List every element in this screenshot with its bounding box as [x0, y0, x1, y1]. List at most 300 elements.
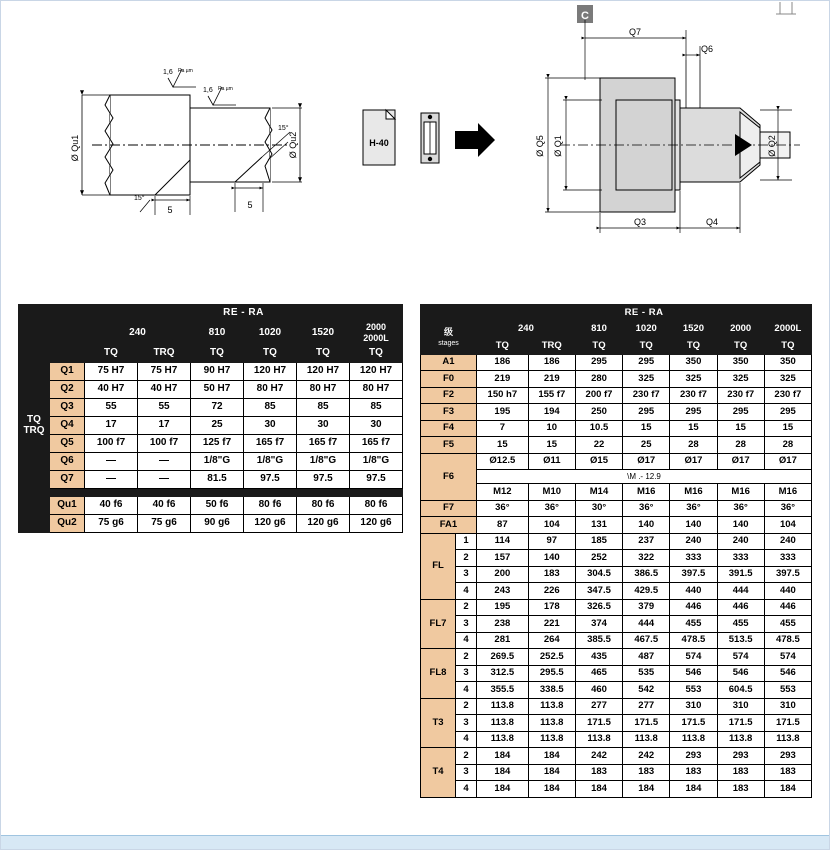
cell-qu1-240trq: 40 f6: [138, 497, 191, 515]
stage-t3-2: 2: [456, 698, 477, 715]
cell-f4-1: 10: [528, 420, 575, 437]
left-table-group-header-row: [19, 323, 403, 345]
label-chamfer-1: 5: [167, 205, 173, 215]
cell-qu2-240trq: 75 g6: [138, 515, 191, 533]
cell-fl4-3: 429.5: [623, 583, 670, 600]
row-label-f4: F4: [421, 420, 477, 437]
cell-fl8a-1: 252.5: [528, 649, 575, 666]
cell-q4-810: 25: [191, 417, 244, 435]
table-row: [421, 566, 812, 583]
footer-band: [1, 835, 829, 849]
cell-f5-0: 15: [477, 437, 529, 454]
table-row: [421, 354, 812, 371]
table-row: [421, 764, 812, 781]
cell-f5-6: 28: [764, 437, 811, 454]
label-q7: Q7: [628, 27, 642, 37]
table-row: [421, 748, 812, 765]
cell-fl7b-4: 455: [670, 616, 717, 633]
cell-f6-bot-4: M16: [670, 484, 717, 501]
sub-2000L-tq: TQ: [764, 338, 811, 355]
cell-fl3-4: 397.5: [670, 566, 717, 583]
cell-fl4-4: 440: [670, 583, 717, 600]
cell-a1-3: 295: [623, 354, 670, 371]
row-label-fl7: FL7: [421, 599, 456, 649]
cell-f4-5: 15: [717, 420, 764, 437]
table-row: [19, 497, 403, 515]
table-row: [421, 665, 812, 682]
cell-q2-240trq: 40 H7: [138, 381, 191, 399]
cell-t4a-6: 293: [764, 748, 811, 765]
cell-q7-2000: 97.5: [350, 471, 403, 489]
cell-fl7b-5: 455: [717, 616, 764, 633]
table-row: [19, 471, 403, 489]
cell-fl1-5: 240: [717, 533, 764, 550]
cell-qu1-810: 50 f6: [191, 497, 244, 515]
cell-q7-1020: 97.5: [244, 471, 297, 489]
cell-fl7c-2: 385.5: [575, 632, 622, 649]
cell-f0-4: 325: [670, 371, 717, 388]
cell-fl8a-0: 269.5: [477, 649, 529, 666]
cell-fl8b-5: 546: [717, 665, 764, 682]
cell-fl8a-5: 574: [717, 649, 764, 666]
row-label-q1: Q1: [50, 363, 85, 381]
cell-fl7a-0: 195: [477, 599, 529, 616]
cell-fl7a-5: 446: [717, 599, 764, 616]
group-1520: 1520: [297, 323, 350, 345]
cell-t3a-0: 113.8: [477, 698, 529, 715]
cell-f6-bot-2: M14: [575, 484, 622, 501]
cell-t3b-3: 171.5: [623, 715, 670, 732]
cell-f3-5: 295: [717, 404, 764, 421]
cell-q6-240trq: —: [138, 453, 191, 471]
cell-t4a-5: 293: [717, 748, 764, 765]
row-label-q2: Q2: [50, 381, 85, 399]
cell-f7-3: 36°: [623, 500, 670, 517]
sub-240-tq: TQ: [477, 338, 529, 355]
row-label-t3: T3: [421, 698, 456, 748]
cell-qu1-1520: 80 f6: [297, 497, 350, 515]
cell-t3c-3: 113.8: [623, 731, 670, 748]
cell-t4a-2: 242: [575, 748, 622, 765]
label-q5: Ø Q5: [535, 135, 545, 157]
stage-fl8-2: 2: [456, 649, 477, 666]
cell-fl8b-4: 546: [670, 665, 717, 682]
cell-q4-1520: 30: [297, 417, 350, 435]
cell-f4-0: 7: [477, 420, 529, 437]
row-label-fl8: FL8: [421, 649, 456, 699]
table-row: [421, 437, 812, 454]
sub-2000-tq: TQ: [350, 345, 403, 363]
label-h40: H-40: [369, 138, 389, 148]
cell-qu2-240tq: 75 g6: [85, 515, 138, 533]
cell-fl1-4: 240: [670, 533, 717, 550]
table-row: [421, 583, 812, 600]
cell-t4c-4: 184: [670, 781, 717, 798]
stages-label-en: stages: [438, 339, 459, 347]
cell-t4c-2: 184: [575, 781, 622, 798]
cell-t3c-5: 113.8: [717, 731, 764, 748]
cell-t3c-1: 113.8: [528, 731, 575, 748]
cell-f2-6: 230 f7: [764, 387, 811, 404]
cell-a1-4: 350: [670, 354, 717, 371]
cell-qu2-1020: 120 g6: [244, 515, 297, 533]
cell-fl8c-3: 542: [623, 682, 670, 699]
cell-f3-3: 295: [623, 404, 670, 421]
cell-fl8b-1: 295.5: [528, 665, 575, 682]
cell-fl3-5: 391.5: [717, 566, 764, 583]
cell-fa1-3: 140: [623, 517, 670, 534]
row-label-q5: Q5: [50, 435, 85, 453]
cell-f2-5: 230 f7: [717, 387, 764, 404]
cell-f6-top-1: Ø11: [528, 453, 575, 470]
cell-q6-1520: 1/8"G: [297, 453, 350, 471]
cell-f0-5: 325: [717, 371, 764, 388]
row-label-fl: FL: [421, 533, 456, 599]
cell-q3-2000: 85: [350, 399, 403, 417]
cell-fl8a-2: 435: [575, 649, 622, 666]
label-angle-right: 15°: [278, 125, 289, 132]
label-q2: Ø Q2: [767, 135, 777, 157]
technical-drawing: [0, 0, 830, 280]
cell-fl7b-6: 455: [764, 616, 811, 633]
cell-f3-1: 194: [528, 404, 575, 421]
table-row: [19, 435, 403, 453]
cell-q5-1520: 165 f7: [297, 435, 350, 453]
cell-t3c-2: 113.8: [575, 731, 622, 748]
sub-240-tq: TQ: [85, 345, 138, 363]
cell-q2-810: 50 H7: [191, 381, 244, 399]
cell-fl7a-6: 446: [764, 599, 811, 616]
cell-q1-2000: 120 H7: [350, 363, 403, 381]
cell-a1-0: 186: [477, 354, 529, 371]
cell-f6-bot-0: M12: [477, 484, 529, 501]
cell-fl7c-0: 281: [477, 632, 529, 649]
cell-q2-1520: 80 H7: [297, 381, 350, 399]
cell-f3-4: 295: [670, 404, 717, 421]
cell-fl7a-1: 178: [528, 599, 575, 616]
cell-fl4-0: 243: [477, 583, 529, 600]
left-table-title-row: [19, 305, 403, 323]
stage-fl8-4: 4: [456, 682, 477, 699]
row-label-q3: Q3: [50, 399, 85, 417]
cell-f6-top-2: Ø15: [575, 453, 622, 470]
cell-fl2-3: 322: [623, 550, 670, 567]
label-chamfer-2: 5: [247, 200, 253, 210]
cell-t4c-5: 183: [717, 781, 764, 798]
cell-f0-1: 219: [528, 371, 575, 388]
cell-q6-1020: 1/8"G: [244, 453, 297, 471]
row-label-q4: Q4: [50, 417, 85, 435]
cell-t3b-4: 171.5: [670, 715, 717, 732]
f6-note-cell: [477, 470, 812, 484]
stage-t3-4: 4: [456, 731, 477, 748]
cell-q1-240trq: 75 H7: [138, 363, 191, 381]
cell-f5-1: 15: [528, 437, 575, 454]
stage-fl7-4: 4: [456, 632, 477, 649]
cell-f6-top-0: Ø12.5: [477, 453, 529, 470]
cell-q3-240tq: 55: [85, 399, 138, 417]
cell-fl7c-5: 513.5: [717, 632, 764, 649]
cell-q6-810: 1/8"G: [191, 453, 244, 471]
cell-f5-2: 22: [575, 437, 622, 454]
cell-qu2-1520: 120 g6: [297, 515, 350, 533]
cell-fl4-1: 226: [528, 583, 575, 600]
cell-a1-5: 350: [717, 354, 764, 371]
label-ra2: 1,6: [203, 87, 213, 94]
cell-fl4-5: 444: [717, 583, 764, 600]
cell-fa1-2: 131: [575, 517, 622, 534]
table-row: [421, 550, 812, 567]
cell-fl7b-2: 374: [575, 616, 622, 633]
cell-t3a-2: 277: [575, 698, 622, 715]
cell-f7-0: 36°: [477, 500, 529, 517]
cell-fl2-2: 252: [575, 550, 622, 567]
right-table-title: RE - RA: [477, 305, 812, 322]
stage-fl7-3: 3: [456, 616, 477, 633]
table-row: [421, 616, 812, 633]
cell-fl1-1: 97: [528, 533, 575, 550]
cell-fa1-6: 104: [764, 517, 811, 534]
cell-t3b-0: 113.8: [477, 715, 529, 732]
cell-t3c-6: 113.8: [764, 731, 811, 748]
cell-fl8c-4: 553: [670, 682, 717, 699]
label-q6: Q6: [700, 44, 714, 54]
table-row: [421, 404, 812, 421]
cell-q7-240trq: —: [138, 471, 191, 489]
cell-fa1-4: 140: [670, 517, 717, 534]
cell-t4a-0: 184: [477, 748, 529, 765]
cell-fl7a-2: 326.5: [575, 599, 622, 616]
left-table-rowgroup-label: [19, 323, 85, 363]
cell-f3-2: 250: [575, 404, 622, 421]
stage-fl-4: 4: [456, 583, 477, 600]
table-row: [19, 381, 403, 399]
cell-f2-3: 230 f7: [623, 387, 670, 404]
stage-fl7-2: 2: [456, 599, 477, 616]
label-qu1: Ø Qu1: [70, 134, 80, 162]
stages-header: [421, 321, 477, 354]
table-row: [19, 515, 403, 533]
cell-t3a-5: 310: [717, 698, 764, 715]
cell-q1-1020: 120 H7: [244, 363, 297, 381]
row-label-f6: F6: [421, 453, 477, 500]
cell-fl7b-3: 444: [623, 616, 670, 633]
f6-note: \M .- 12.9: [627, 471, 661, 481]
cell-q7-810: 81.5: [191, 471, 244, 489]
cell-f6-top-6: Ø17: [764, 453, 811, 470]
cell-fl1-0: 114: [477, 533, 529, 550]
cell-f2-0: 150 h7: [477, 387, 529, 404]
cell-fl7a-4: 446: [670, 599, 717, 616]
cell-f0-3: 325: [623, 371, 670, 388]
row-label-f0: F0: [421, 371, 477, 388]
cell-q1-810: 90 H7: [191, 363, 244, 381]
cell-t3b-5: 171.5: [717, 715, 764, 732]
cell-f4-3: 15: [623, 420, 670, 437]
sub-1520-tq: TQ: [670, 338, 717, 355]
table-row: [421, 517, 812, 534]
cell-f7-1: 36°: [528, 500, 575, 517]
cell-f4-2: 10.5: [575, 420, 622, 437]
stage-fl-2: 2: [456, 550, 477, 567]
right-table-title-row: [421, 305, 812, 322]
table-row: [19, 417, 403, 435]
cell-t3c-4: 113.8: [670, 731, 717, 748]
cell-q2-1020: 80 H7: [244, 381, 297, 399]
cell-t3b-6: 171.5: [764, 715, 811, 732]
stage-t4-3: 3: [456, 764, 477, 781]
cell-f7-2: 30°: [575, 500, 622, 517]
cell-q4-240trq: 17: [138, 417, 191, 435]
cell-t3a-1: 113.8: [528, 698, 575, 715]
cell-fl7c-6: 478.5: [764, 632, 811, 649]
row-label-qu1: Qu1: [50, 497, 85, 515]
cell-fl4-2: 347.5: [575, 583, 622, 600]
sub-1520-tq: TQ: [297, 345, 350, 363]
cell-fl8b-6: 546: [764, 665, 811, 682]
cell-fl1-2: 185: [575, 533, 622, 550]
cell-t3b-1: 113.8: [528, 715, 575, 732]
cell-f7-5: 36°: [717, 500, 764, 517]
table-row: [421, 649, 812, 666]
cell-q6-2000: 1/8"G: [350, 453, 403, 471]
cell-q5-240tq: 100 f7: [85, 435, 138, 453]
row-label-f2: F2: [421, 387, 477, 404]
cell-fl7a-3: 379: [623, 599, 670, 616]
cell-fl8c-1: 338.5: [528, 682, 575, 699]
rowgroup-label-tq: TQ: [27, 414, 41, 425]
cell-t3c-0: 113.8: [477, 731, 529, 748]
right-table-group-header-row: [421, 321, 812, 338]
cell-f0-6: 325: [764, 371, 811, 388]
right-dimension-table: [420, 304, 812, 798]
cell-fl8a-4: 574: [670, 649, 717, 666]
cell-qu2-2000: 120 g6: [350, 515, 403, 533]
cell-t4b-3: 183: [623, 764, 670, 781]
cell-f5-5: 28: [717, 437, 764, 454]
cell-fl7b-0: 238: [477, 616, 529, 633]
label-ra1: 1,6: [163, 69, 173, 76]
cell-fl8b-2: 465: [575, 665, 622, 682]
cell-t4c-0: 184: [477, 781, 529, 798]
row-label-fa1: FA1: [421, 517, 477, 534]
cell-q4-1020: 30: [244, 417, 297, 435]
cell-t4a-3: 242: [623, 748, 670, 765]
cell-f0-0: 219: [477, 371, 529, 388]
cell-q3-1020: 85: [244, 399, 297, 417]
table-row: [421, 682, 812, 699]
group-1520: 1520: [670, 321, 717, 338]
group-2000: 2000: [717, 321, 764, 338]
cell-a1-6: 350: [764, 354, 811, 371]
table-row: [421, 599, 812, 616]
label-q4: Q4: [705, 217, 719, 227]
cell-q3-1520: 85: [297, 399, 350, 417]
sub-240-trq: TRQ: [138, 345, 191, 363]
table-row: [421, 698, 812, 715]
cell-fl8a-6: 574: [764, 649, 811, 666]
cell-f2-1: 155 f7: [528, 387, 575, 404]
group-2000: 2000 2000L: [350, 323, 403, 345]
cell-t4b-4: 183: [670, 764, 717, 781]
cell-t3b-2: 171.5: [575, 715, 622, 732]
stage-t4-2: 2: [456, 748, 477, 765]
cell-q7-1520: 97.5: [297, 471, 350, 489]
stage-fl-1: 1: [456, 533, 477, 550]
right-table-sub-header-row: [421, 338, 812, 355]
cell-f2-4: 230 f7: [670, 387, 717, 404]
spacer-row: [19, 489, 403, 497]
group-2000L: 2000L: [764, 321, 811, 338]
cell-fl8c-6: 553: [764, 682, 811, 699]
cell-t4b-2: 183: [575, 764, 622, 781]
cell-f6-bot-1: M10: [528, 484, 575, 501]
label-q1: Ø Q1: [553, 135, 563, 157]
cell-f6-bot-6: M16: [764, 484, 811, 501]
cell-qu1-2000: 80 f6: [350, 497, 403, 515]
cell-q4-240tq: 17: [85, 417, 138, 435]
cell-t4b-6: 183: [764, 764, 811, 781]
cell-f6-bot-5: M16: [717, 484, 764, 501]
cell-fl1-3: 237: [623, 533, 670, 550]
label-ra-unit2: Ra µm: [218, 86, 233, 92]
cell-t3a-4: 310: [670, 698, 717, 715]
group-810: 810: [575, 321, 622, 338]
cell-t4c-6: 184: [764, 781, 811, 798]
row-label-f5: F5: [421, 437, 477, 454]
cell-q2-240tq: 40 H7: [85, 381, 138, 399]
cell-q7-240tq: —: [85, 471, 138, 489]
group-240: 240: [477, 321, 576, 338]
table-row: [421, 500, 812, 517]
cell-a1-2: 295: [575, 354, 622, 371]
stage-t3-3: 3: [456, 715, 477, 732]
label-qu2: Ø Qu2: [288, 131, 298, 159]
cell-f6-top-4: Ø17: [670, 453, 717, 470]
table-row: [421, 470, 812, 484]
cell-f2-2: 200 f7: [575, 387, 622, 404]
cell-t3a-3: 277: [623, 698, 670, 715]
cell-fl8c-0: 355.5: [477, 682, 529, 699]
cell-f7-4: 36°: [670, 500, 717, 517]
row-label-q6: Q6: [50, 453, 85, 471]
cell-t4b-5: 183: [717, 764, 764, 781]
sub-810-tq: TQ: [575, 338, 622, 355]
row-label-qu2: Qu2: [50, 515, 85, 533]
row-label-a1: A1: [421, 354, 477, 371]
cell-fl3-6: 397.5: [764, 566, 811, 583]
group-1020: 1020: [244, 323, 297, 345]
table-row: [421, 453, 812, 470]
stages-label-cn: 级: [443, 326, 453, 337]
sub-1020-tq: TQ: [623, 338, 670, 355]
cell-q5-2000: 165 f7: [350, 435, 403, 453]
cell-f5-3: 25: [623, 437, 670, 454]
label-ra-unit1: Ra µm: [178, 68, 193, 74]
cell-f6-top-5: Ø17: [717, 453, 764, 470]
cell-f5-4: 28: [670, 437, 717, 454]
cell-fl8c-2: 460: [575, 682, 622, 699]
group-240: 240: [85, 323, 191, 345]
cell-f6-bot-3: M16: [623, 484, 670, 501]
cell-f6-top-3: Ø17: [623, 453, 670, 470]
cell-q2-2000: 80 H7: [350, 381, 403, 399]
sub-2000-tq: TQ: [717, 338, 764, 355]
cell-fl3-3: 386.5: [623, 566, 670, 583]
group-1020: 1020: [623, 321, 670, 338]
table-row: [421, 715, 812, 732]
cell-fl4-6: 440: [764, 583, 811, 600]
